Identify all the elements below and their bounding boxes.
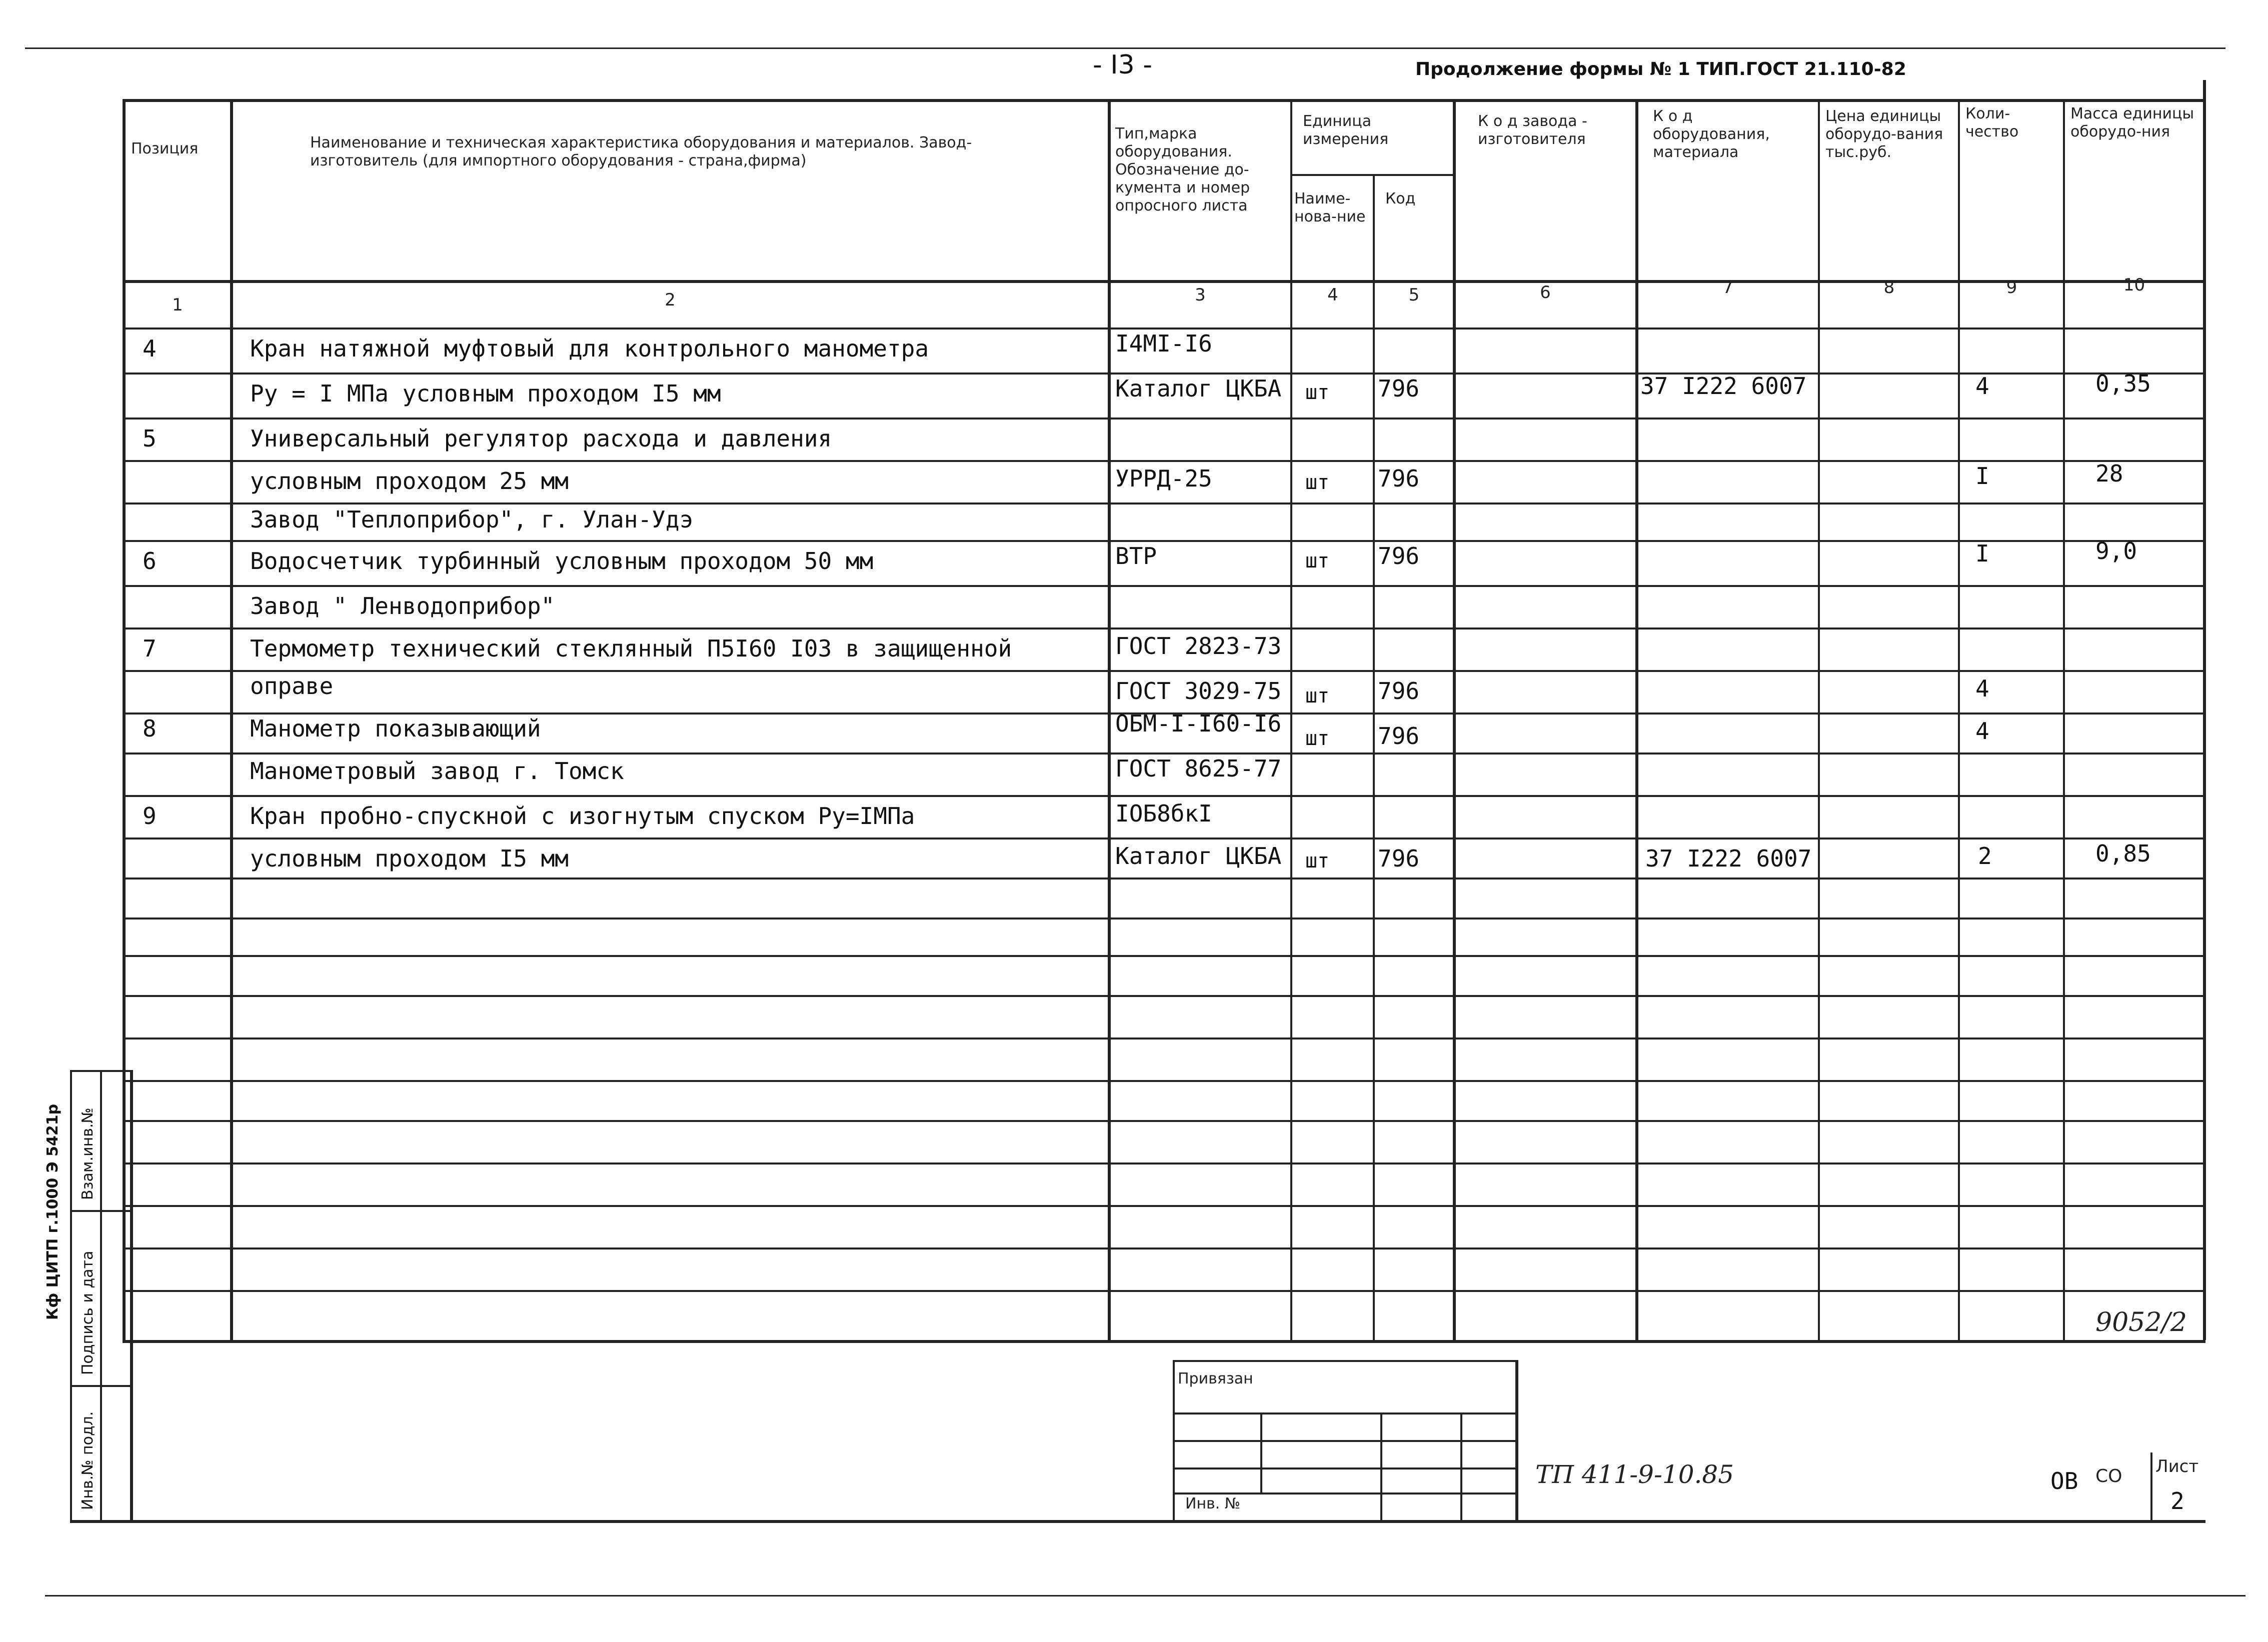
row-name: Манометровый завод г. Томск [250,758,624,784]
row-name: условным проходом 25 мм [250,468,569,494]
header-unit: Единица измерения [1303,112,1389,148]
row-unit-code: 796 [1378,722,1420,750]
header-position: Позиция [131,140,199,158]
header-unit-name: Наиме-нова-ние [1294,190,1366,226]
row-equip-code: 37 I222 6007 [1645,845,1812,872]
row-type: ГОСТ 2823-73 [1115,632,1282,660]
document-code: ТП 411-9-10.85 [1535,1460,1734,1489]
row-type: Каталог ЦКБА [1115,842,1282,870]
row-qty: 4 [1975,372,1989,400]
row-name: Завод "Теплоприбор", г. Улан-Удэ [250,506,694,533]
row-unit: шт [1305,471,1330,494]
form-header: Продолжение формы № 1 ТИП.ГОСТ 21.110-82 [1415,59,1906,80]
inv-label: Инв. № [1185,1495,1241,1512]
row-name: Водосчетчик турбинный условным проходом 50 мм [250,548,874,574]
row-position: 8 [143,715,157,742]
row-position: 5 [143,425,157,452]
col-num-2: 2 [665,290,676,310]
col-num-4: 4 [1327,285,1338,305]
sheet-reference: 9052/2 [2095,1308,2187,1338]
col-num-5: 5 [1408,285,1420,305]
row-unit: шт [1305,684,1330,708]
header-qty: Коли-чество [1965,105,2019,140]
row-position: 6 [143,548,157,574]
row-qty: 2 [1978,842,1992,870]
row-unit: шт [1305,381,1330,404]
side-label-vzam: Взам.инв.№ [79,1108,97,1200]
row-type: Каталог ЦКБА [1115,375,1282,402]
row-unit-code: 796 [1378,542,1420,570]
row-type: ГОСТ 3029-75 [1115,678,1282,704]
page-number: - I3 - [1093,50,1153,80]
row-position: 9 [143,802,157,830]
row-name: Завод " Ленводоприбор" [250,592,555,620]
row-qty: 4 [1975,675,1989,702]
header-type: Тип,марка оборудования. Обозначение до-кумента и номер опросного листа [1115,125,1250,214]
row-position: 4 [143,335,157,362]
col-num-8: 8 [1883,278,1895,298]
ov-mark: ОВ [2050,1468,2078,1494]
row-unit: шт [1305,550,1330,572]
row-qty: I [1975,540,1989,567]
row-name: Кран натяжной муфтовый для контрольного манометра [250,335,929,362]
row-name: Термометр технический стеклянный П5I60 I03 в защищенной [250,635,1012,662]
row-type: ВТР [1115,542,1157,570]
header-equip-code: К о д оборудования, материала [1653,108,1770,161]
row-name: Универсальный регулятор расхода и давления [250,425,832,452]
row-name: Кран пробно-спускной с изогнутым спуском Ру=IМПа [250,802,915,830]
row-mass: 28 [2095,460,2123,487]
row-name: Манометр показывающий [250,715,541,742]
header-name: Наименование и техническая характеристика оборудования и материалов. Завод-изготовитель (для импортного оборудования - страна,фирма) [310,134,972,170]
row-unit-code: 796 [1378,678,1420,704]
row-mass: 9,0 [2095,538,2137,564]
col-num-3: 3 [1195,285,1206,305]
col-num-10: 10 [2123,275,2145,295]
list-number: 2 [2170,1488,2184,1514]
side-label-inv-podl: Инв.№ подл. [79,1411,97,1510]
side-label-stamp: Кф ЦИТП г.1000 Э 5421р [44,1104,62,1320]
row-type: ГОСТ 8625-77 [1115,755,1282,782]
row-type: УРРД-25 [1115,465,1212,492]
row-mass: 0,85 [2095,840,2151,867]
privyazan-label: Привязан [1178,1370,1253,1388]
row-unit-code: 796 [1378,375,1420,402]
col-num-6: 6 [1540,282,1551,302]
col-num-9: 9 [2006,278,2017,298]
row-unit-code: 796 [1378,465,1420,492]
row-type: IОБ8бкI [1115,800,1212,827]
row-unit-code: 796 [1378,845,1420,872]
col-num-1: 1 [172,295,183,315]
row-equip-code: 37 I222 6007 [1640,372,1807,400]
row-qty: I [1975,462,1989,490]
co-mark: СО [2095,1466,2122,1486]
header-unit-code: Код [1385,190,1416,208]
row-type: I4МI-I6 [1115,330,1212,357]
side-label-podpis: Подпись и дата [79,1250,97,1375]
header-price: Цена единицы оборудо-вания тыс.руб. [1825,108,1943,161]
row-unit: шт [1305,850,1330,872]
row-unit: шт [1305,727,1330,750]
header-plant-code: К о д завода - изготовителя [1478,112,1587,148]
row-position: 7 [143,635,157,662]
header-mass: Масса единицы оборудо-ния [2070,105,2194,140]
list-label: Лист [2155,1456,2199,1476]
row-qty: 4 [1975,718,1989,744]
row-name: условным проходом I5 мм [250,845,569,872]
row-type: ОБМ-I-I60-I6 [1115,710,1282,737]
row-mass: 0,35 [2095,370,2151,397]
col-num-7: 7 [1722,278,1733,298]
row-name: Ру = I МПа условным проходом I5 мм [250,380,721,407]
row-name: оправе [250,672,334,700]
